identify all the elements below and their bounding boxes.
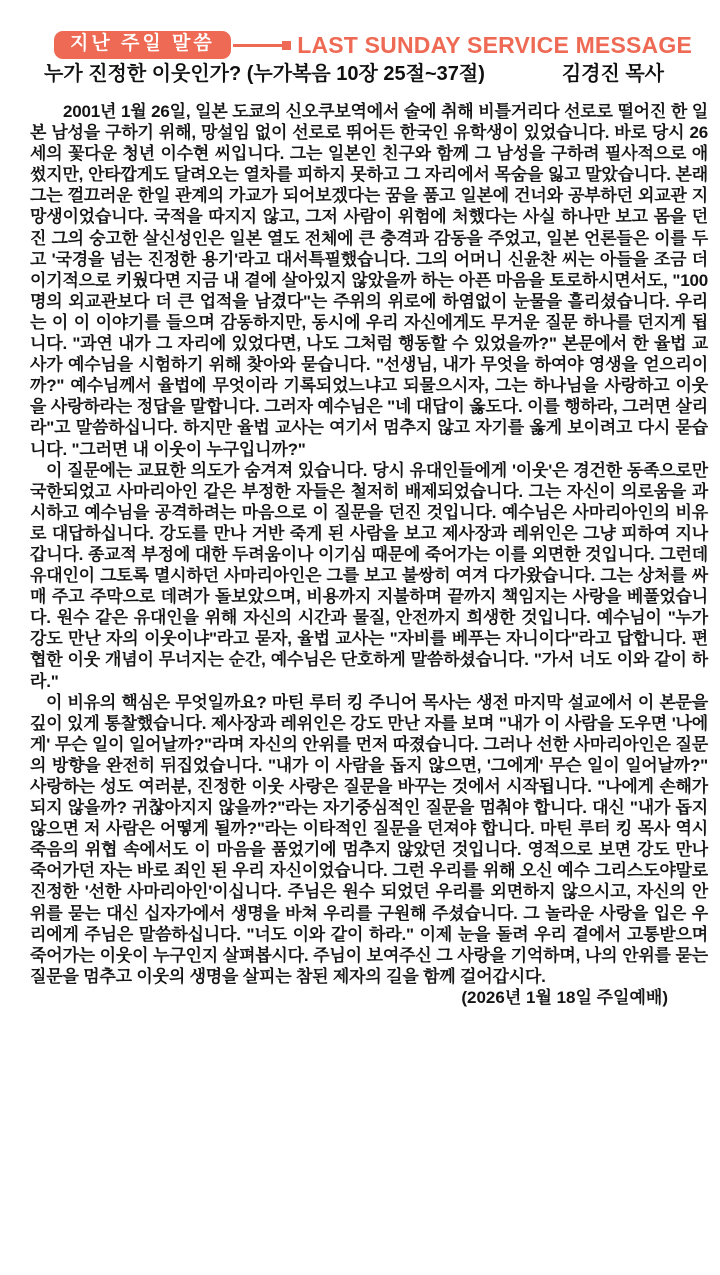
section-badge: 지난 주일 말씀 <box>54 31 231 60</box>
english-section-title: LAST SUNDAY SERVICE MESSAGE <box>297 31 692 58</box>
sermon-body <box>30 101 708 987</box>
sermon-paragraph-2: 이 질문에는 교묘한 의도가 숨겨져 있습니다. 당시 유대인들에게 '이웃'은 경건한 동족으로만 국한되었고 사마리아인 같은 부정한 자들은 철저히 배제되었습니다. 그는 자신이 의로움을 과시하고 예수님을 공격하려는 마음으로 이 질문을 던진 것입니다. 예수님은 사마리아인의 비유로 대답하십니다. 강도를 만나 거반 죽게 된 사람을 보고 제사장과 레위인은 그냥 피하여 지나갑니다. 종교적 부정에 대한 두려움이나 이기심 때문에 죽어가는 이를 외면한 것입니다. 그런데 유대인이 그토록 멸시하던 사마리아인은 그를 보고 불쌍히 여겨 다가왔습니다. 그는 상처를 싸매 주고 주막으로 데려가 돌보았으며, 비용까지 지불하며 끝까지 책임지는 사랑을 베풀었습니다. 원수 같은 유대인을 위해 자신의 시간과 물질, 안전까지 희생한 것입니다. 예수님이 "누가 강도 만난 자의 이웃이냐"라고 묻자, 율법 교사는 "자비를 베푸는 자니이다"라고 답합니다. 편협한 이웃 개념이 무너지는 순간, 예수님은 단호하게 말씀하셨습니다. "가서 너도 이와 같이 하라." <box>30 460 708 691</box>
sermon-paragraph-1: 2001년 1월 26일, 일본 도쿄의 신오쿠보역에서 술에 취해 비틀거리다 선로로 떨어진 한 일본 남성을 구하기 위해, 망설임 없이 선로로 뛰어든 한국인 유학생이 있었습니다. 바로 당시 26세의 꽃다운 청년 이수현 씨입니다. 그는 일본인 친구와 함께 그 남성을 구하려 필사적으로 애썼지만, 안타깝게도 달려오는 열차를 피하지 못하고 그 자리에서 목숨을 잃고 말았습니다. 본래 그는 껄끄러운 한일 관계의 가교가 되어보겠다는 꿈을 품고 일본에 건너와 공부하던 외교관 지망생이었습니다. 국적을 따지지 않고, 그저 사람이 위험에 처했다는 사실 하나만 보고 몸을 던진 그의 숭고한 살신성인은 일본 열도 전체에 큰 충격과 감동을 주었고, 일본 언론들은 이를 두고 '국경을 넘는 진정한 용기'라고 대서특필했습니다. 그의 어머니 신윤찬 씨는 아들을 조금 더 이기적으로 키웠다면 지금 내 곁에 살아있지 않았을까 하는 아픈 마음을 토로하시면서도, "100명의 외교관보다 더 큰 업적을 남겼다"는 주위의 위로에 하염없이 눈물을 흘리셨습니다. 우리는 이 이 이야기를 들으며 감동하지만, 동시에 우리 자신에게도 무거운 질문 하나를 던지게 됩니다. "과연 내가 그 자리에 있었다면, 나도 그처럼 행동할 수 있었을까?" 본문에서 한 율법 교사가 예수님을 시험하기 위해 찾아와 묻습니다. "선생님, 내가 무엇을 하여야 영생을 얻으리이까?" 예수님께서 율법에 무엇이라 기록되었느냐고 되물으시자, 그는 하나님을 사랑하고 이웃을 사랑하라는 정답을 말합니다. 그러자 예수님은 "네 대답이 옳도다. 이를 행하라, 그러면 살리라"고 말씀하십니다. 하지만 율법 교사는 여기서 멈추지 않고 자기를 옳게 보이려고 다시 묻습니다. "그러면 내 이웃이 누구입니까?" <box>30 102 708 459</box>
bullet-square-icon <box>282 41 291 50</box>
sermon-paragraph-3: 이 비유의 핵심은 무엇일까요? 마틴 루터 킹 주니어 목사는 생전 마지막 설교에서 이 본문을 깊이 있게 통찰했습니다. 제사장과 레위인은 강도 만난 자를 보며 "내가 이 사람을 도우면 '나에게' 무슨 일이 일어날까?"라며 자신의 안위를 먼저 따졌습니다. 그러나 선한 사마리아인은 질문의 방향을 완전히 뒤집었습니다. "내가 이 사람을 돕지 않으면, '그에게' 무슨 일이 일어날까?" 사랑하는 성도 여러분, 진정한 이웃 사랑은 질문을 바꾸는 것에서 시작됩니다. "나에게 손해가 되지 않을까? 귀찮아지지 않을까?"라는 자기중심적인 질문을 멈춰야 합니다. 대신 "내가 돕지 않으면 저 사람은 어떻게 될까?"라는 이타적인 질문을 던져야 합니다. 마틴 루터 킹 목사 역시 죽음의 위협 속에서도 이 마음을 품었기에 멈추지 않았던 것입니다. 영적으로 보면 강도 만나 죽어가던 자는 바로 죄인 된 우리 자신이었습니다. 그런 우리를 위해 오신 예수 그리스도야말로 진정한 '선한 사마리아인'이십니다. 주님은 원수 되었던 우리를 외면하지 않으시고, 자신의 안위를 묻는 대신 십자가에서 생명을 바쳐 우리를 구원해 주셨습니다. 그 놀라운 사랑을 입은 우리에게 주님은 말씀하십니다. "너도 이와 같이 하라." 이제 눈을 돌려 우리 곁에서 고통받으며 죽어가는 이웃이 누구인지 살펴봅시다. 주님이 보여주신 그 사랑을 기억하며, 나의 안위를 묻는 질문을 멈추고 이웃의 생명을 살피는 참된 제자의 길을 함께 걸어갑시다. <box>30 692 708 986</box>
preacher-name: 김경진 목사 <box>561 63 664 85</box>
sermon-title-row <box>44 63 664 86</box>
section-header-row <box>54 30 692 60</box>
header <box>30 30 708 86</box>
sermon-title: 누가 진정한 이웃인가? (누가복음 10장 25절~37절) <box>44 63 485 85</box>
connector-line <box>233 44 283 47</box>
service-date: (2026년 1월 18일 주일예배) <box>461 987 668 1007</box>
